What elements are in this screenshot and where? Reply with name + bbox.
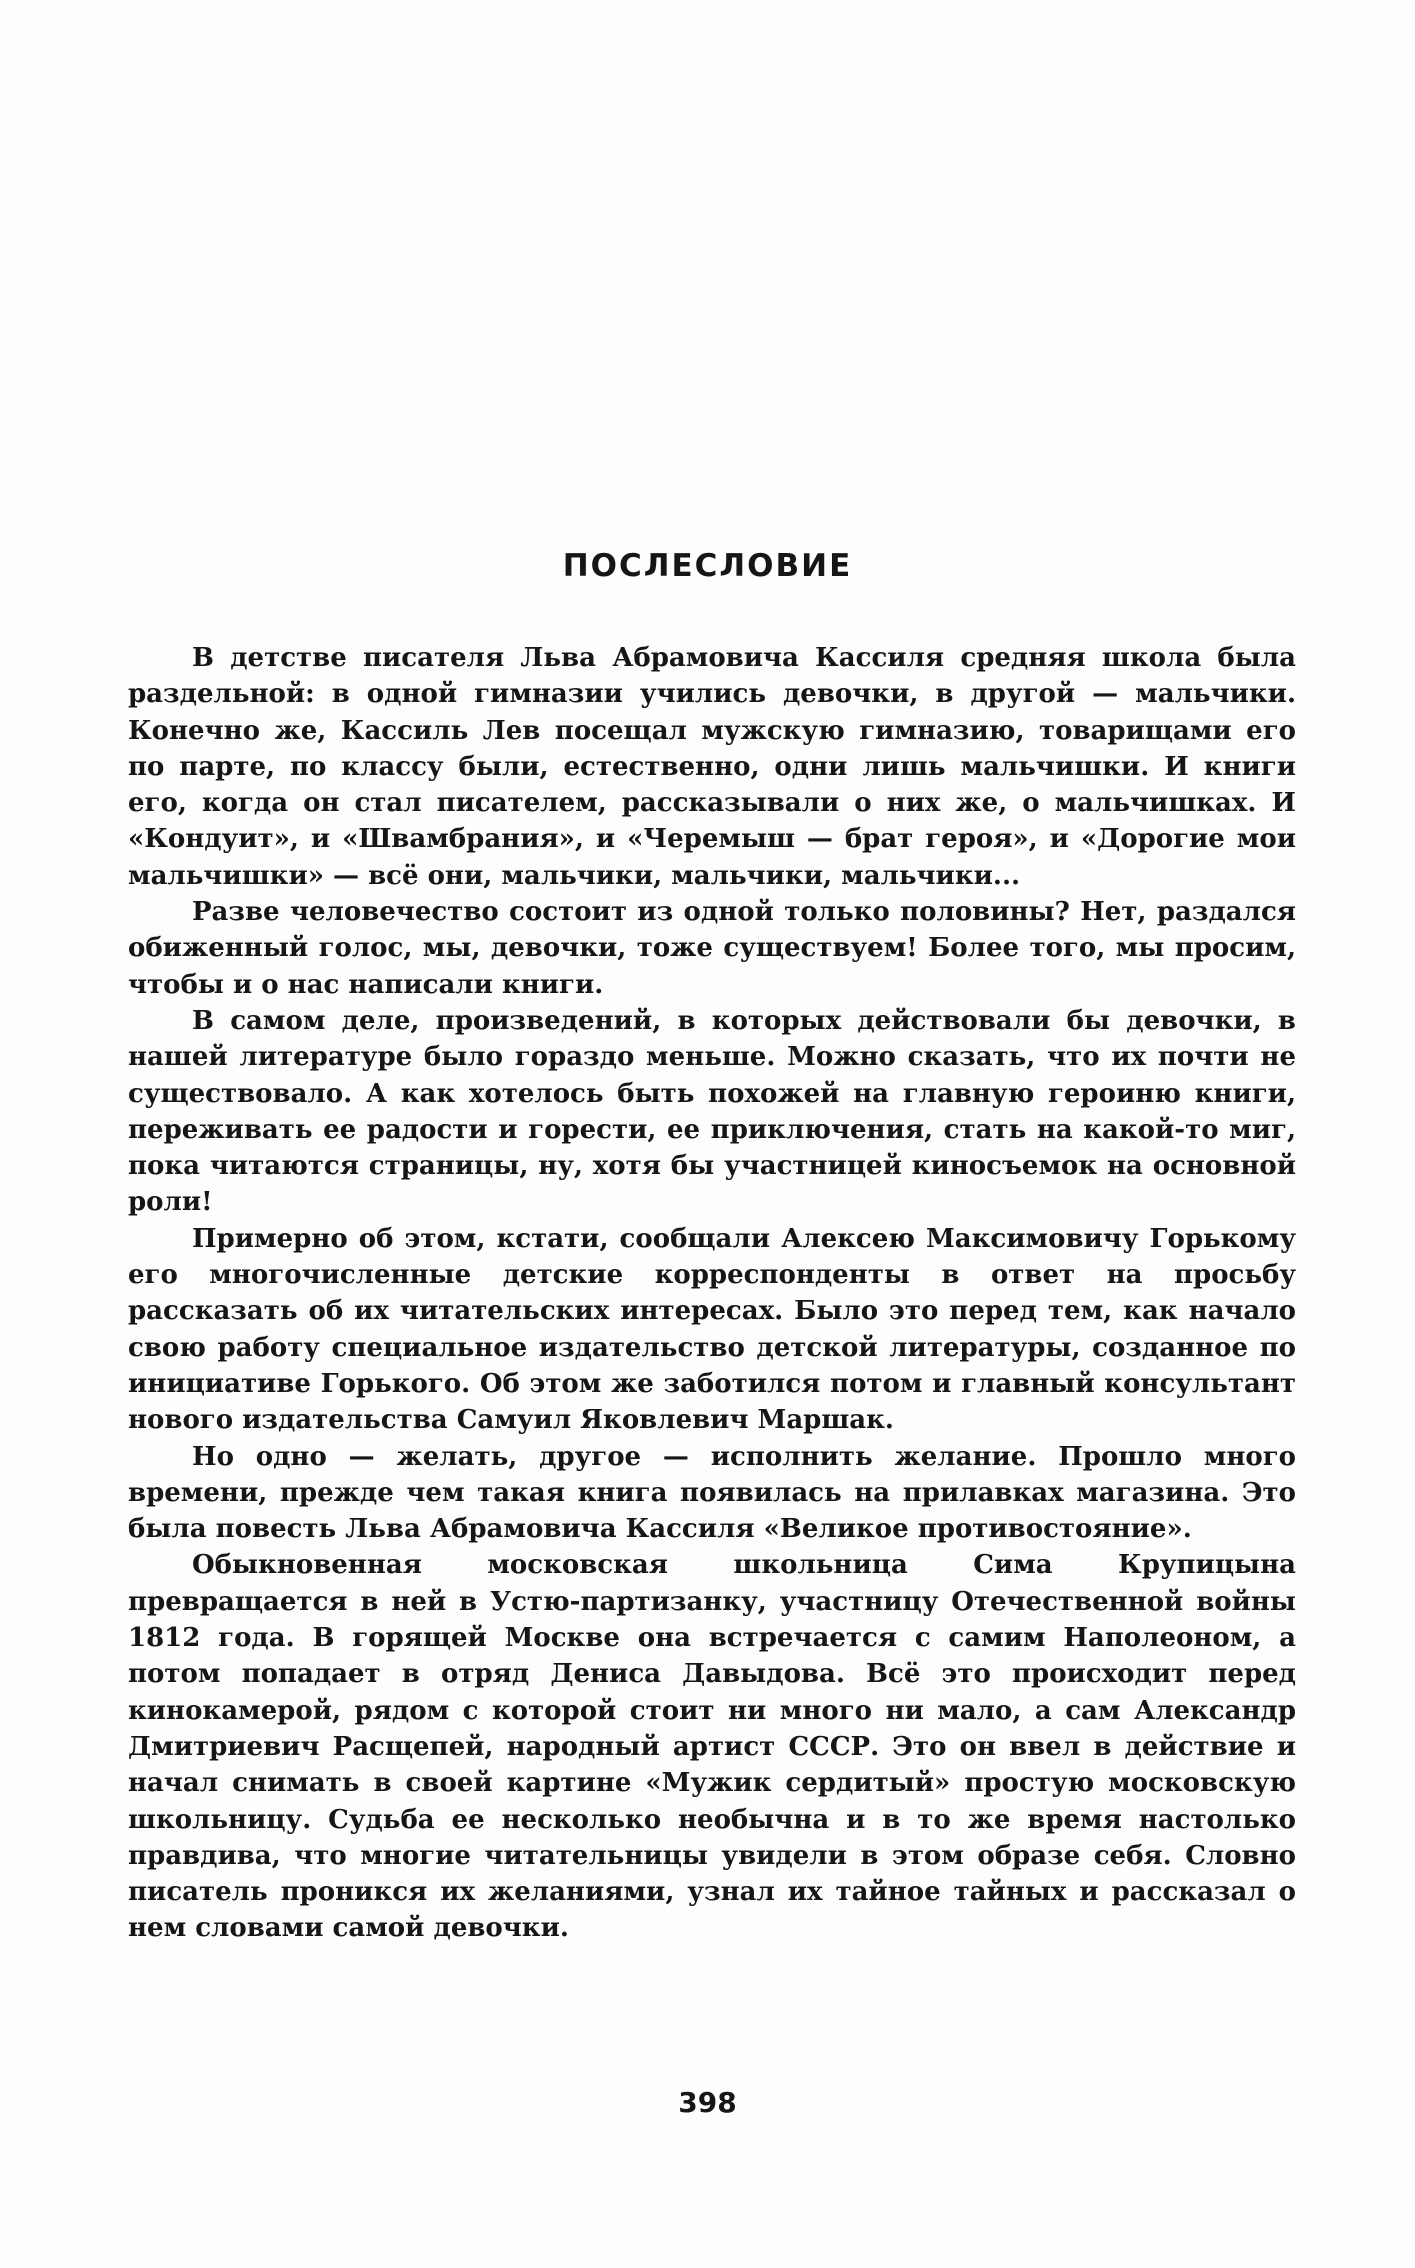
page-number: 398 (678, 2086, 737, 2119)
paragraph: Разве человечество состоит из одной только половины? Нет, раздался обиженный голос, мы, девочки, тоже существуем! Более того, мы просим, чтобы и о нас написали книги. (128, 897, 1296, 1000)
paragraph: В самом деле, произведений, в которых действовали бы девочки, в нашей литературе было гораздо меньше. Можно сказать, что их почти не существовало. А как хотелось быть похожей на главную героиню книги, переживать ее радости и горести, ее приключения, стать на какой-то миг, пока читаются страницы, ну, хотя бы участницей киносъемок на основной роли! (128, 1005, 1296, 1218)
paragraph: В детстве писателя Льва Абрамовича Кассиля средняя школа была раздельной: в одной гимназии учились девочки, в другой — мальчики. Конечно же, Кассиль Лев посещал мужскую гимназию, товарищами его по парте, по классу были, естественно, одни лишь мальчишки. И книги его, когда он стал писателем, рассказывали о них же, о мальчишках. И «Кондуит», и «Швамбрания», и «Черемыш — брат героя», и «Дорогие мои мальчишки» — всё они, мальчики, мальчики, мальчики... (128, 643, 1296, 891)
body-text (128, 640, 1296, 1947)
paragraph: Но одно — желать, другое — исполнить желание. Прошло много времени, прежде чем такая книга появилась на прилавках магазина. Это была повесть Льва Абрамовича Кассиля «Великое противостояние». (128, 1441, 1296, 1545)
paragraph: Обыкновенная московская школьница Сима Крупицына превращается в ней в Устю-партизанку, участницу Отечественной войны 1812 года. В горящей Москве она встречается с самим Наполеоном, а потом попадает в отряд Дениса Давыдова. Всё это происходит перед кинокамерой, рядом с которой стоит ни много ни мало, а сам Александр Дмитриевич Расщепей, народный артист СССР. Это он ввел в действие и начал снимать в своей картине «Мужик сердитый» простую московскую школьницу. Судьба ее несколько необычна и в то же время настолько правдива, что многие читательницы увидели в этом образе себя. Словно писатель проникся их желаниями, узнал их тайное тайных и рассказал о нем словами самой девочки. (128, 1550, 1296, 1944)
paragraph: Примерно об этом, кстати, сообщали Алексею Максимовичу Горькому его многочисленные детские корреспонденты в ответ на просьбу рассказать об их читательских интересах. Было это перед тем, как начало свою работу специальное издательство детской литературы, созданное по инициативе Горького. Об этом же заботился потом и главный консультант нового издательства Самуил Яковлевич Маршак. (128, 1223, 1296, 1436)
page-title: ПОСЛЕСЛОВИЕ (562, 548, 853, 584)
